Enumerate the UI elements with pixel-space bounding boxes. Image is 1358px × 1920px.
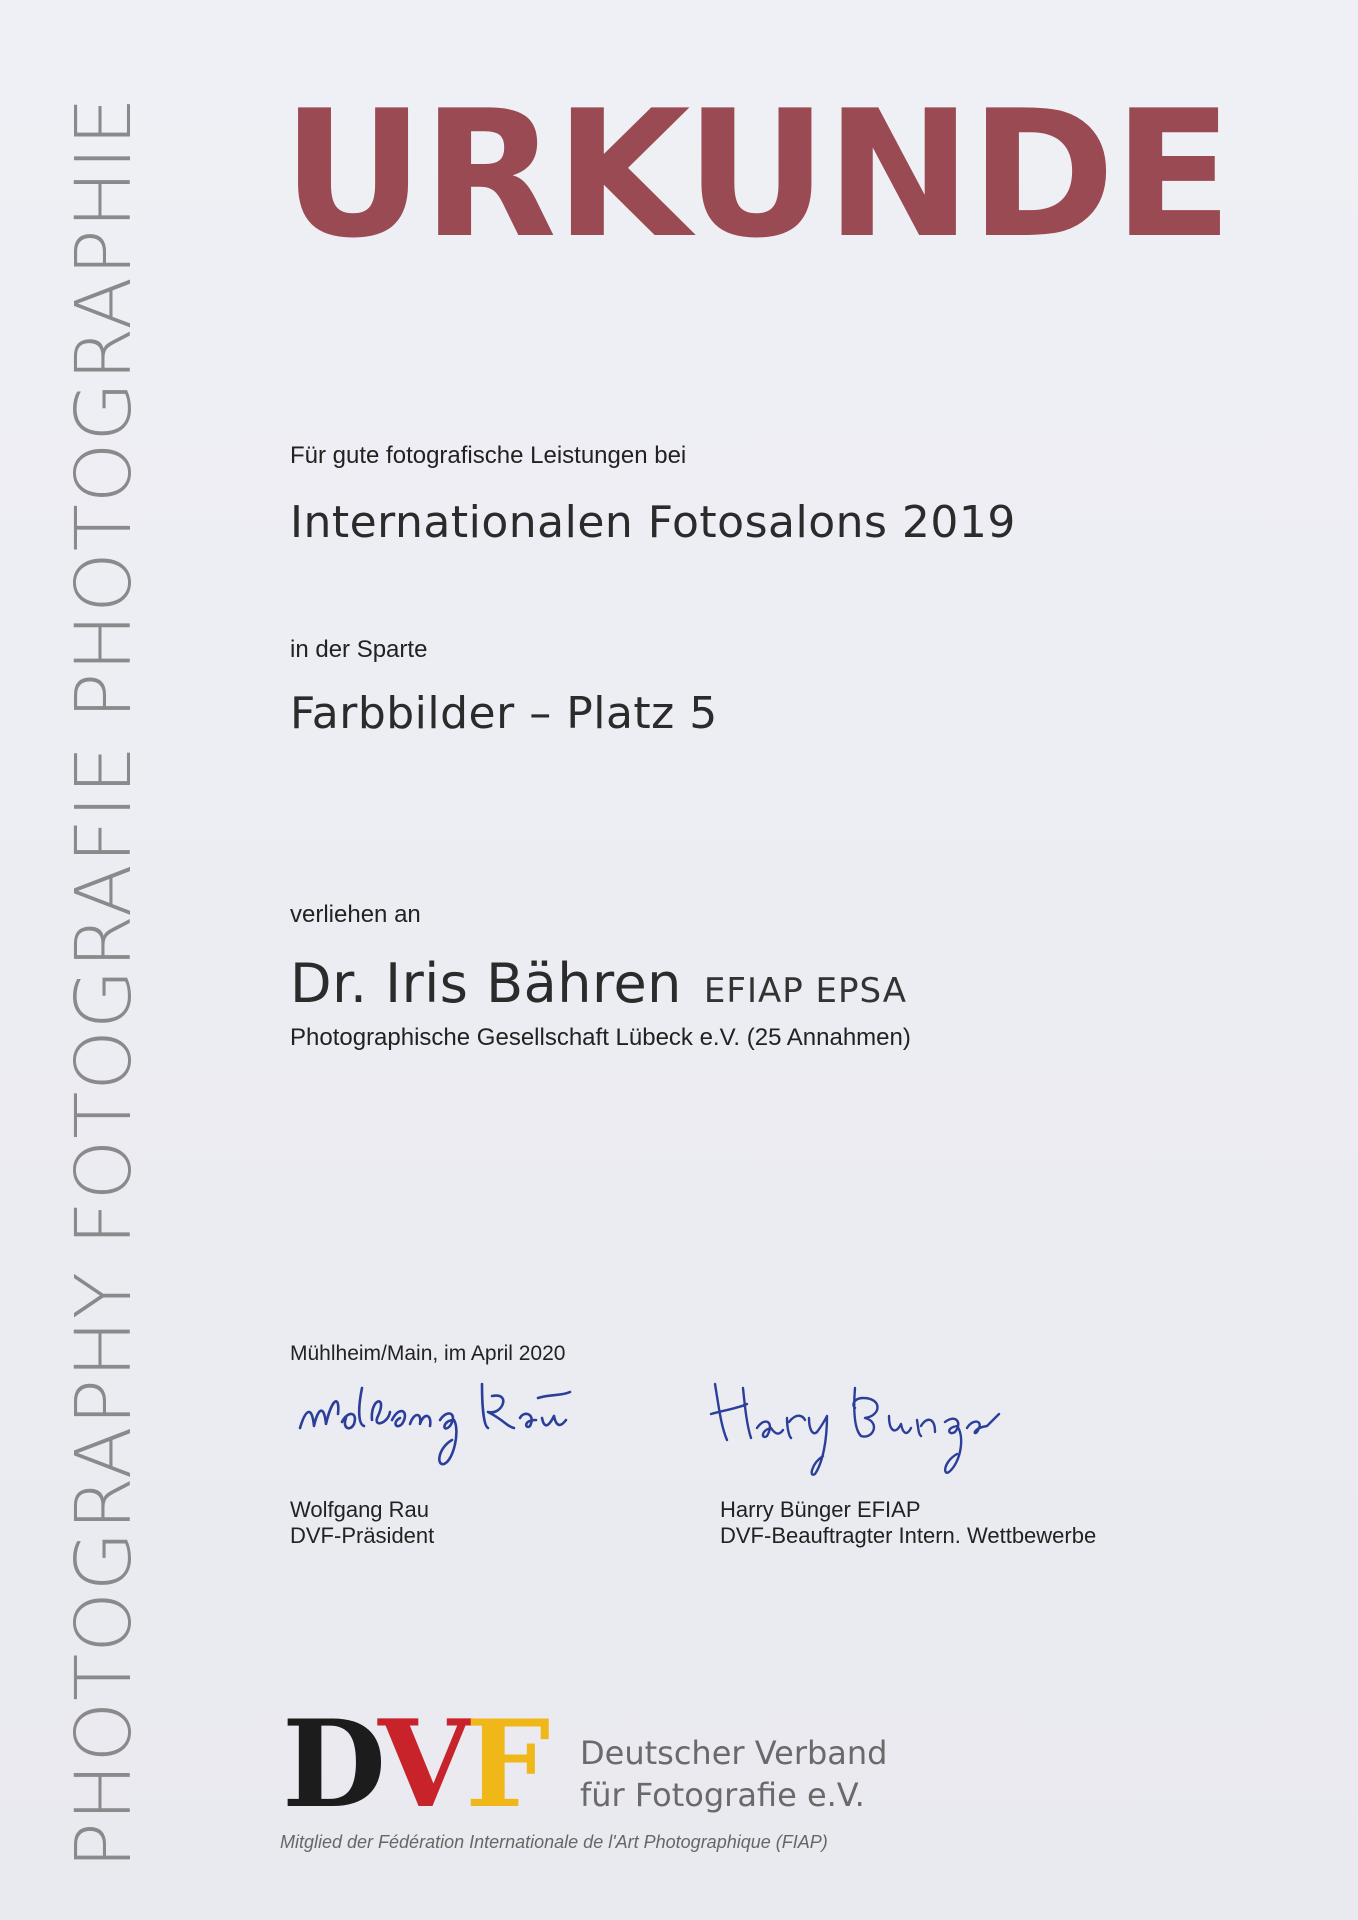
signatory-1	[290, 1497, 434, 1549]
signatory-2-role: DVF-Beauftragter Intern. Wettbewerbe	[720, 1523, 1097, 1548]
fiap-membership: Mitglied der Fédération Internationale de l'Art Photographique (FIAP)	[280, 1832, 828, 1852]
org-name-line1: Deutscher Verband	[580, 1734, 888, 1772]
awarded-intro: verliehen an	[290, 901, 421, 928]
signatory-2-name: Harry Bünger EFIAP	[720, 1497, 921, 1522]
recipient-honors: EFIAP EPSA	[703, 971, 908, 1011]
dvf-logo-f: F	[465, 1694, 545, 1835]
dvf-logo-v: V	[377, 1694, 466, 1835]
signature-harry-buenger	[705, 1378, 1005, 1488]
certificate-title: URKUNDE	[282, 74, 1231, 277]
signatory-1-role: DVF-Präsident	[290, 1523, 435, 1548]
category-name: Farbbilder – Platz 5	[290, 688, 718, 739]
signatory-2	[720, 1497, 1096, 1549]
side-band-text: PHOTOGRAPHY FOTOGRAFIE PHOTOGRAPHIE	[59, 96, 149, 1869]
category-intro: in der Sparte	[290, 636, 428, 663]
place-date: Mühlheim/Main, im April 2020	[290, 1342, 566, 1365]
dvf-logo	[282, 1694, 545, 1835]
recipient-line	[290, 952, 907, 1015]
side-band	[54, 96, 154, 1869]
recipient-club: Photographische Gesellschaft Lübeck e.V. (25 Annahmen)	[290, 1024, 911, 1051]
dvf-logo-d: D	[282, 1694, 378, 1835]
event-name: Internationalen Fotosalons 2019	[290, 497, 1016, 548]
signatory-1-name: Wolfgang Rau	[290, 1497, 430, 1522]
intro-text: Für gute fotografische Leistungen bei	[290, 442, 687, 469]
org-name	[580, 1732, 887, 1816]
org-name-line2: für Fotografie e.V.	[580, 1776, 865, 1814]
recipient-name: Dr. Iris Bähren	[290, 952, 682, 1015]
signature-wolfgang-rau	[292, 1368, 602, 1478]
